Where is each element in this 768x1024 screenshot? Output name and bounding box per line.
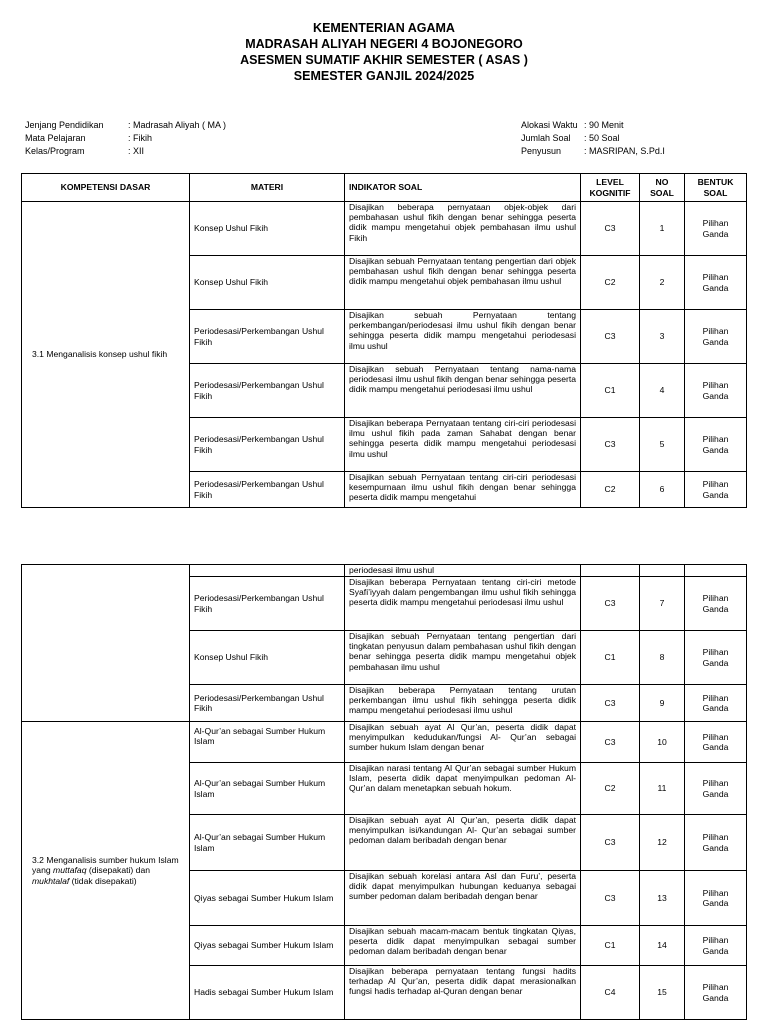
indikator-cell: Disajikan beberapa pernyataan objek-objek dari pembahasan ushul fikih dengan benar sehingga peserta didik mampu mengetahui objek pembahasan ilmu ushul Fikih <box>345 202 581 256</box>
bentuk-cell: Pilihan Ganda <box>685 202 747 256</box>
indikator-cell: Disajikan sebuah Pernyataan tentang pengertian dari tingkatan penyusun dalam pembahasan ushul fikih dengan benar sehingga peserta didik mampu mengetahui objek pembahasan ilmu ushul <box>345 631 581 685</box>
level-cell: C3 <box>581 202 640 256</box>
level-cell: C3 <box>581 871 640 926</box>
bentuk-cell: Pilihan Ganda <box>685 871 747 926</box>
bentuk-cell: Pilihan Ganda <box>685 815 747 871</box>
school-name: MADRASAH ALIYAH NEGERI 4 BOJONEGORO <box>245 37 523 51</box>
header-materi: MATERI <box>190 174 345 202</box>
level-cell: C3 <box>581 815 640 871</box>
indikator-cell: Disajikan narasi tentang Al Qur’an sebagai sumber Hukum Islam, peserta didik dapat menyimpulkan pedoman Al- Qur’an dalam menetapkan sebuah hokum. <box>345 763 581 815</box>
kompetensi-dasar-cell <box>22 202 190 508</box>
info-value: : Madrasah Aliyah ( MA ) <box>128 120 227 130</box>
level-cell: C1 <box>581 631 640 685</box>
no-cell: 13 <box>640 871 685 926</box>
bentuk-cell: Pilihan Ganda <box>685 763 747 815</box>
no-cell: 15 <box>640 966 685 1020</box>
kd-3-2-text: 3.2 Menganalisis sumber hukum Islam yang <box>32 855 179 876</box>
materi-cell: Qiyas sebagai Sumber Hukum Islam <box>190 926 345 966</box>
info-left-block <box>25 119 226 158</box>
indikator-cell: Disajikan sebuah ayat Al Qur’an, peserta didik dapat menyimpulkan isi/kandungan Al- Qur’an sebagai sumber pedoman dalam beribadah dengan benar <box>345 815 581 871</box>
kompetensi-dasar-cell-continued <box>22 565 190 722</box>
materi-cell: Konsep Ushul Fikih <box>190 631 345 685</box>
materi-cell: Al-Qur’an sebagai Sumber Hukum Islam <box>190 763 345 815</box>
info-row-mapel <box>25 132 226 145</box>
table-row <box>22 722 747 763</box>
bentuk-cell: Pilihan Ganda <box>685 685 747 722</box>
no-cell: 14 <box>640 926 685 966</box>
materi-cell: Periodesasi/Perkembangan Ushul Fikih <box>190 364 345 418</box>
materi-cell: Periodesasi/Perkembangan Ushul Fikih <box>190 685 345 722</box>
level-cell: C1 <box>581 364 640 418</box>
materi-cell: Hadis sebagai Sumber Hukum Islam <box>190 966 345 1020</box>
header-level-kognitif: LEVEL KOGNITIF <box>581 174 640 202</box>
info-row-jenjang <box>25 119 226 132</box>
materi-cell: Periodesasi/Perkembangan Ushul Fikih <box>190 418 345 472</box>
no-cell: 9 <box>640 685 685 722</box>
bentuk-cell: Pilihan Ganda <box>685 256 747 310</box>
indikator-cell: Disajikan sebuah ayat Al Qur’an, peserta didik dapat menyimpulkan kedudukan/fungsi Al- Qur’an sebagai sumber hukum Islam dengan benar <box>345 722 581 763</box>
level-cell <box>581 565 640 577</box>
bentuk-cell: Pilihan Ganda <box>685 364 747 418</box>
indikator-cell: Disajikan sebuah macam-macam bentuk tingkatan Qiyas, peserta didik dapat menyimpulkan sebagai sumber pedoman dalam beribadah dengan benar <box>345 926 581 966</box>
ministry-title: KEMENTERIAN AGAMA <box>313 21 455 35</box>
info-value: : 90 Menit <box>584 120 624 130</box>
info-row-jumlah <box>521 132 665 145</box>
indikator-cell: Disajikan sebuah Pernyataan tentang ciri-ciri periodesasi kesempurnaan ilmu ushul fikih dengan benar sehingga peserta didik mampu mengetahui <box>345 472 581 508</box>
bentuk-cell <box>685 565 747 577</box>
no-cell: 7 <box>640 577 685 631</box>
level-cell: C3 <box>581 310 640 364</box>
table-header-row <box>22 174 747 202</box>
indikator-cell: Disajikan beberapa pernyataan tentang fungsi hadits terhadap Al Qur’an, peserta didik dapat merasionalkan fungsi hadis terhadap al-Quran dengan benar <box>345 966 581 1020</box>
info-label: Mata Pelajaran <box>25 133 86 143</box>
level-cell: C1 <box>581 926 640 966</box>
indikator-cell: Disajikan sebuah Pernyataan tentang pengertian dari objek pembahasan ushul fikih dengan benar sehingga peserta didik mampu mengetahui objek pembahasan ilmu ushul <box>345 256 581 310</box>
kompetensi-dasar-cell <box>22 722 190 1020</box>
level-cell: C3 <box>581 685 640 722</box>
info-label: Jumlah Soal <box>521 133 571 143</box>
kisi-kisi-table-page1 <box>21 173 747 508</box>
materi-cell: Periodesasi/Perkembangan Ushul Fikih <box>190 472 345 508</box>
info-row-alokasi <box>521 119 665 132</box>
no-cell: 1 <box>640 202 685 256</box>
level-cell: C3 <box>581 418 640 472</box>
bentuk-cell: Pilihan Ganda <box>685 966 747 1020</box>
header-kompetensi-dasar: KOMPETENSI DASAR <box>22 174 190 202</box>
materi-cell: Periodesasi/Perkembangan Ushul Fikih <box>190 577 345 631</box>
level-cell: C3 <box>581 722 640 763</box>
kd-3-2-text: (tidak disepakati) <box>69 875 137 886</box>
materi-cell: Al-Qur’an sebagai Sumber Hukum Islam <box>190 722 345 763</box>
bentuk-cell: Pilihan Ganda <box>685 926 747 966</box>
indikator-cell: Disajikan sebuah Pernyataan tentang perkembangan/periodesasi ilmu ushul fikih dengan benar sehingga peserta didik mampu mengetahui periodesasi ilmu ushul <box>345 310 581 364</box>
bentuk-cell: Pilihan Ganda <box>685 472 747 508</box>
no-cell: 3 <box>640 310 685 364</box>
indikator-cell: Disajikan sebuah Pernyataan tentang nama-nama periodesasi ilmu ushul fikih dengan benar sehingga peserta didik mampu mengetahui periodesasi ilmu ushul <box>345 364 581 418</box>
indikator-cell: Disajikan sebuah korelasi antara Asl dan Furu’, peserta didik dapat menyimpulkan hubungan keduanya sebagai sumber pedoman dalam beribadah dengan benar <box>345 871 581 926</box>
materi-cell: Qiyas sebagai Sumber Hukum Islam <box>190 871 345 926</box>
indikator-cell: Disajikan beberapa Pernyataan tentang ciri-ciri periodesasi ilmu ushul fikih pada zaman Sahabat dengan benar sehingga peserta didik mampu mengetahui periodesasi ilmu ushul <box>345 418 581 472</box>
exam-title: ASESMEN SUMATIF AKHIR SEMESTER ( ASAS ) <box>240 53 528 67</box>
no-cell: 5 <box>640 418 685 472</box>
info-right-block <box>521 119 665 158</box>
kisi-kisi-table-page2 <box>21 564 747 1020</box>
materi-cell: Konsep Ushul Fikih <box>190 256 345 310</box>
kd-term-muttafaq: muttafaq <box>53 865 87 876</box>
info-value: : MASRIPAN, S.Pd.I <box>584 146 665 156</box>
info-label: Alokasi Waktu <box>521 120 578 130</box>
info-label: Penyusun <box>521 146 562 156</box>
indikator-cell: Disajikan beberapa Pernyataan tentang ciri-ciri metode Syafi’iyyah dalam pengembangan ilmu ushul fikih sehingga peserta didik mampu mengetahui periodesasi ilmu ushul <box>345 577 581 631</box>
no-cell: 12 <box>640 815 685 871</box>
no-cell: 10 <box>640 722 685 763</box>
table-row <box>22 202 747 256</box>
level-cell: C2 <box>581 256 640 310</box>
header-no-soal: NO SOAL <box>640 174 685 202</box>
materi-cell: Periodesasi/Perkembangan Ushul Fikih <box>190 310 345 364</box>
bentuk-cell: Pilihan Ganda <box>685 310 747 364</box>
level-cell: C4 <box>581 966 640 1020</box>
level-cell: C2 <box>581 763 640 815</box>
info-label: Jenjang Pendidikan <box>25 120 104 130</box>
info-row-kelas <box>25 145 226 158</box>
bentuk-cell: Pilihan Ganda <box>685 722 747 763</box>
materi-cell: Konsep Ushul Fikih <box>190 202 345 256</box>
table-row-continuation <box>22 565 747 577</box>
kd-3-1: 3.1 Menganalisis konsep ushul fikih <box>32 349 168 360</box>
level-cell: C2 <box>581 472 640 508</box>
info-value: : XII <box>128 146 145 156</box>
info-label: Kelas/Program <box>25 146 85 156</box>
materi-cell <box>190 565 345 577</box>
bentuk-cell: Pilihan Ganda <box>685 631 747 685</box>
kd-term-mukhtalaf: mukhtalaf <box>32 875 70 886</box>
info-row-penyusun <box>521 145 665 158</box>
no-cell <box>640 565 685 577</box>
header-indikator-soal: INDIKATOR SOAL <box>345 174 581 202</box>
header-bentuk-soal: BENTUK SOAL <box>685 174 747 202</box>
document-header <box>0 20 768 84</box>
level-cell: C3 <box>581 577 640 631</box>
no-cell: 11 <box>640 763 685 815</box>
info-value: : Fikih <box>128 133 153 143</box>
info-value: : 50 Soal <box>584 133 620 143</box>
no-cell: 6 <box>640 472 685 508</box>
no-cell: 4 <box>640 364 685 418</box>
indikator-cell: periodesasi ilmu ushul <box>345 565 581 577</box>
bentuk-cell: Pilihan Ganda <box>685 577 747 631</box>
no-cell: 2 <box>640 256 685 310</box>
kd-3-2-text: (disepakati) dan <box>86 865 151 876</box>
bentuk-cell: Pilihan Ganda <box>685 418 747 472</box>
indikator-cell: Disajikan beberapa Pernyataan tentang urutan perkembangan ilmu ushul fikih sehingga peserta didik mampu mengetahui periodesasi ilmu ushul <box>345 685 581 722</box>
no-cell: 8 <box>640 631 685 685</box>
semester-title: SEMESTER GANJIL 2024/2025 <box>293 69 475 83</box>
materi-cell: Al-Qur’an sebagai Sumber Hukum Islam <box>190 815 345 871</box>
